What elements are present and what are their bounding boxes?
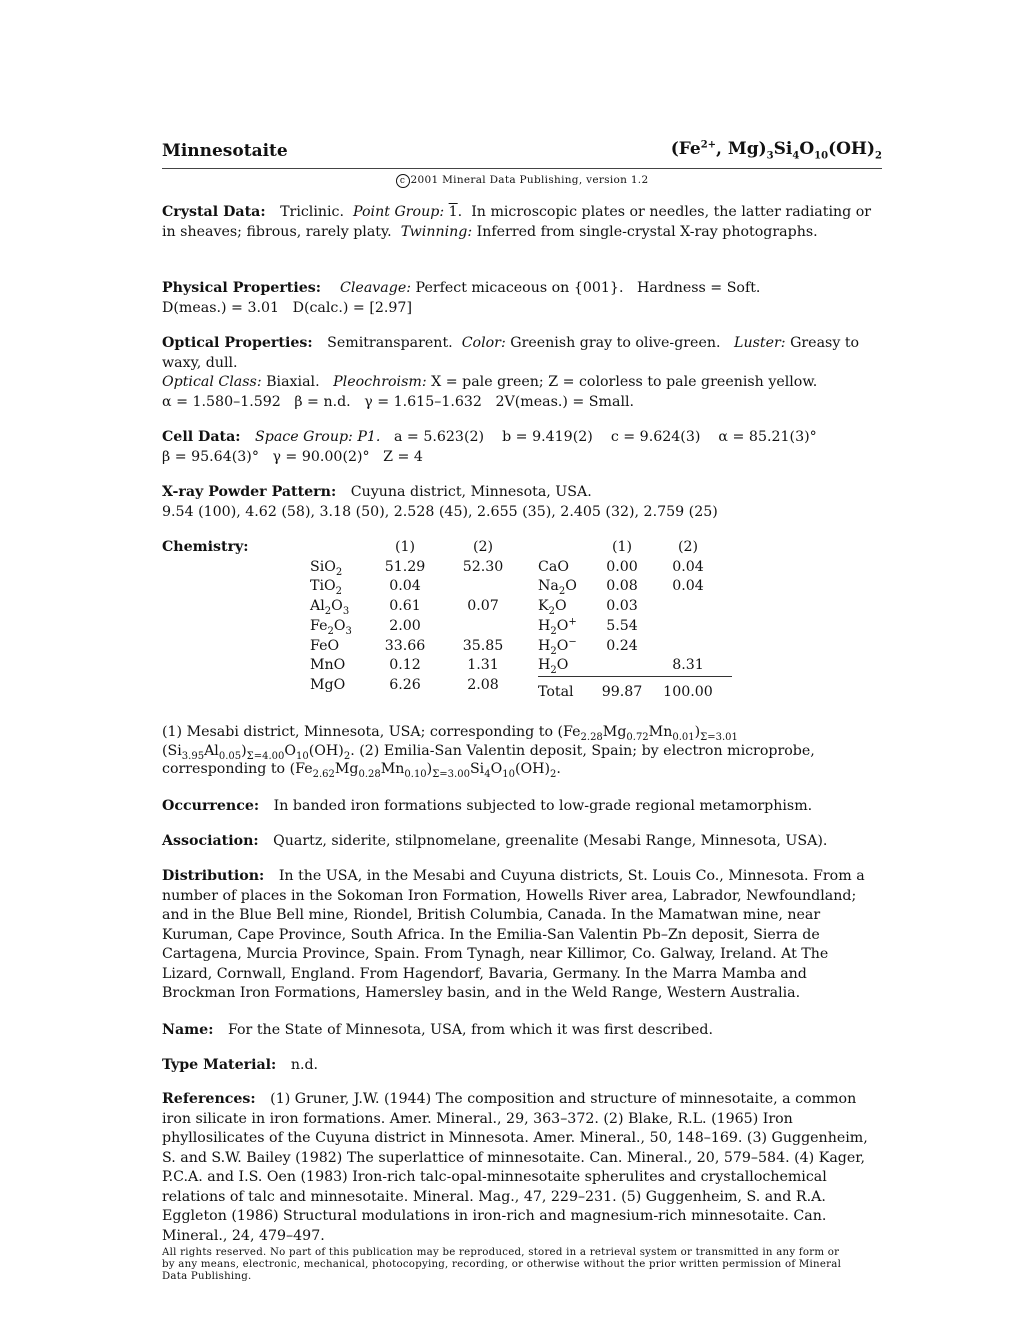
table-row: $Al_2O_3$ 0.61 0.07 bbox=[310, 598, 499, 617]
name-section: Name: For the State of Minnesota, USA, from which it was first described. bbox=[162, 1022, 713, 1038]
table-row: TiO$_2$ 0.04 bbox=[310, 578, 421, 598]
chemistry-label: Chemistry: bbox=[162, 539, 249, 555]
type-material-section: Type Material: n.d. bbox=[162, 1057, 319, 1073]
chemistry-table-right: (1) (2) CaO 0.00 0.04 $Na_2O$ 0.08 0.04 $K_2O$ 0.03 $H_2O^+$ 5.54 $H_2O^-$ 0.24 $H_2O$ 8.31 Total 99.87 100.00 bbox=[538, 538, 732, 703]
table-row: $H_2O^+$ 5.54 bbox=[538, 616, 638, 637]
xray-powder-section: X-ray Powder Pattern: Cuyuna district, Minnesota, USA. 9.54 (100), 4.62 (58), 3.18 (50), 2.528 (45), 2.655 (35), 2.405 (32), 2.759 (25) bbox=[162, 484, 718, 520]
chemistry-notes-text: (1) Mesabi district, Minnesota, USA; corresponding to $(Fe_{2.28}Mg_{0.72}Mn_{0.01})_{\Sigma=3.01}$ $(Si_{3.95}Al_{0.05})_{\Sigma=4.00}O_{10}(OH)_2$. (2) Emilia-San Valentin deposit, Spain; by electron microprobe, corresponding to $(Fe_{2.62}Mg_{0.28}Mn_{0.10})_{\Sigma=3.00}Si_4O_{10}(OH)_2$. bbox=[162, 724, 815, 780]
mineral-name: Minnesotaite bbox=[162, 141, 288, 161]
optical-properties-section: Optical Properties: Semitransparent. Color: Greenish gray to olive-green. Luster: Greasy to waxy, dull. Optical Class: Biaxial. Pleochroism: X = pale green; Z = colorless to pale greenish yellow. α = 1.580–1.592 β = n.d. γ = 1.615–1.632 2V(meas.) = Small. bbox=[162, 335, 860, 410]
copyright-line: c 2001 Mineral Data Publishing, version 1.2 bbox=[162, 171, 882, 191]
association-section: Association: Quartz, siderite, stilpnomelane, greenalite (Mesabi Range, Minnesota, USA). bbox=[162, 833, 828, 849]
references-section: References: (1) Gruner, J.W. (1944) The composition and structure of minnesotaite, a common iron silicate in iron formations. Amer. Mineral., 29, 363–372. (2) Blake, R.L. (1965) Iron phyllosilicates of the Cuyuna district in Minnesota. Amer. Mineral., 50, 148–169. (3) Guggenheim, S. and S.W. Bailey (1982) The superlattice of minnesotaite. Can. Mineral., 20, 579–584. (4) Kager, P.C.A. and I.S. Oen (1983) Iron-rich talc-opal-minnesotaite spherulites and crystallochemical relations of talc and minnesotaite. Mineral. Mag., 47, 229–231. (5) Guggenheim, S. and R.A. Eggleton (1986) Structural modulations in iron-rich and magnesium-rich minnesotaite. Can. Mineral., 24, 479–497. bbox=[162, 1091, 868, 1244]
distribution-section: Distribution: In the USA, in the Mesabi and Cuyuna districts, St. Louis Co., Minnesota. From a number of places in the Sokoman Iron Formation, Howells River area, Labrador, Newfoundland; and in the Blue Bell mine, Riondel, British Columbia, Canada. In the Mamatwan mine, near Kuruman, Cape Province, South Africa. In the Emilia-San Valentin Pb–Zn deposit, Sierra de Cartagena, Murcia Province, Spain. From Tynagh, near Killimor, Co. Galway, Ireland. At The Lizard, Cornwall, England. From Hagendorf, Bavaria, Germany. In the Marra Mamba and Brockman Iron Formations, Hamersley basin, and in the Weld Range, Western Australia. bbox=[162, 868, 865, 1001]
chemistry-section bbox=[162, 538, 882, 708]
table-row: MgO 6.26 2.08 bbox=[310, 676, 499, 693]
copyright-icon: c bbox=[396, 174, 410, 188]
table-row: $H_2O$ 8.31 bbox=[538, 657, 704, 677]
copyright-footer: All rights reserved. No part of this publication may be reproduced, stored in a retrieval system or transmitted in any form or by any means, electronic, mechanical, photocopying, recording, or otherwise without the prior written permission of Mineral Data Publishing. bbox=[162, 1247, 842, 1283]
physical-properties-section: Physical Properties: Cleavage: Perfect micaceous on {001}. Hardness = Soft. D(meas.) = 3.01 D(calc.) = [2.97] bbox=[162, 280, 761, 316]
table-row: SiO$_2$ 51.29 52.30 bbox=[310, 558, 504, 578]
table-row: MnO 0.12 1.31 bbox=[310, 657, 499, 674]
table-row: FeO 33.66 35.85 bbox=[310, 637, 504, 654]
table-row: $H_2O^-$ 0.24 bbox=[538, 635, 638, 657]
table-row: $Fe_2O_3$ 2.00 bbox=[310, 617, 421, 637]
chemistry-table-left: (1) (2) SiO$_2$ 51.29 52.30 TiO$_2$ 0.04 $Al_2O_3$ 0.61 0.07 $Fe_2O_3$ 2.00 FeO 33.66 35.85 MnO 0.12 1.31 MgO 6.26 2.08 bbox=[310, 538, 528, 696]
crystal-data-section: Crystal Data: Triclinic. Point Group: 1. In microscopic plates or needles, the latter radiating or in sheaves; fibrous, rarely platy. Twinning: Inferred from single-crystal X-ray photographs. bbox=[162, 204, 872, 240]
table-row: CaO 0.00 0.04 bbox=[538, 558, 704, 575]
sheet-header bbox=[162, 140, 882, 169]
cell-data-section: Cell Data: Space Group: P1. a = 5.623(2) b = 9.419(2) c = 9.624(3) α = 85.21(3)° β = 95.64(3)° γ = 90.00(2)° Z = 4 bbox=[162, 429, 817, 465]
mineral-formula: ($Fe^{2+}$, $Mg)_3Si_4O_{10}(OH)_2$ bbox=[670, 139, 882, 162]
occurrence-section: Occurrence: In banded iron formations subjected to low-grade regional metamorphism. bbox=[162, 798, 813, 814]
table-row: $K_2O$ 0.03 bbox=[538, 598, 638, 617]
total-row: Total 99.87 100.00 bbox=[538, 676, 732, 702]
chemistry-notes bbox=[162, 723, 882, 779]
table-row: $Na_2O$ 0.08 0.04 bbox=[538, 578, 704, 598]
